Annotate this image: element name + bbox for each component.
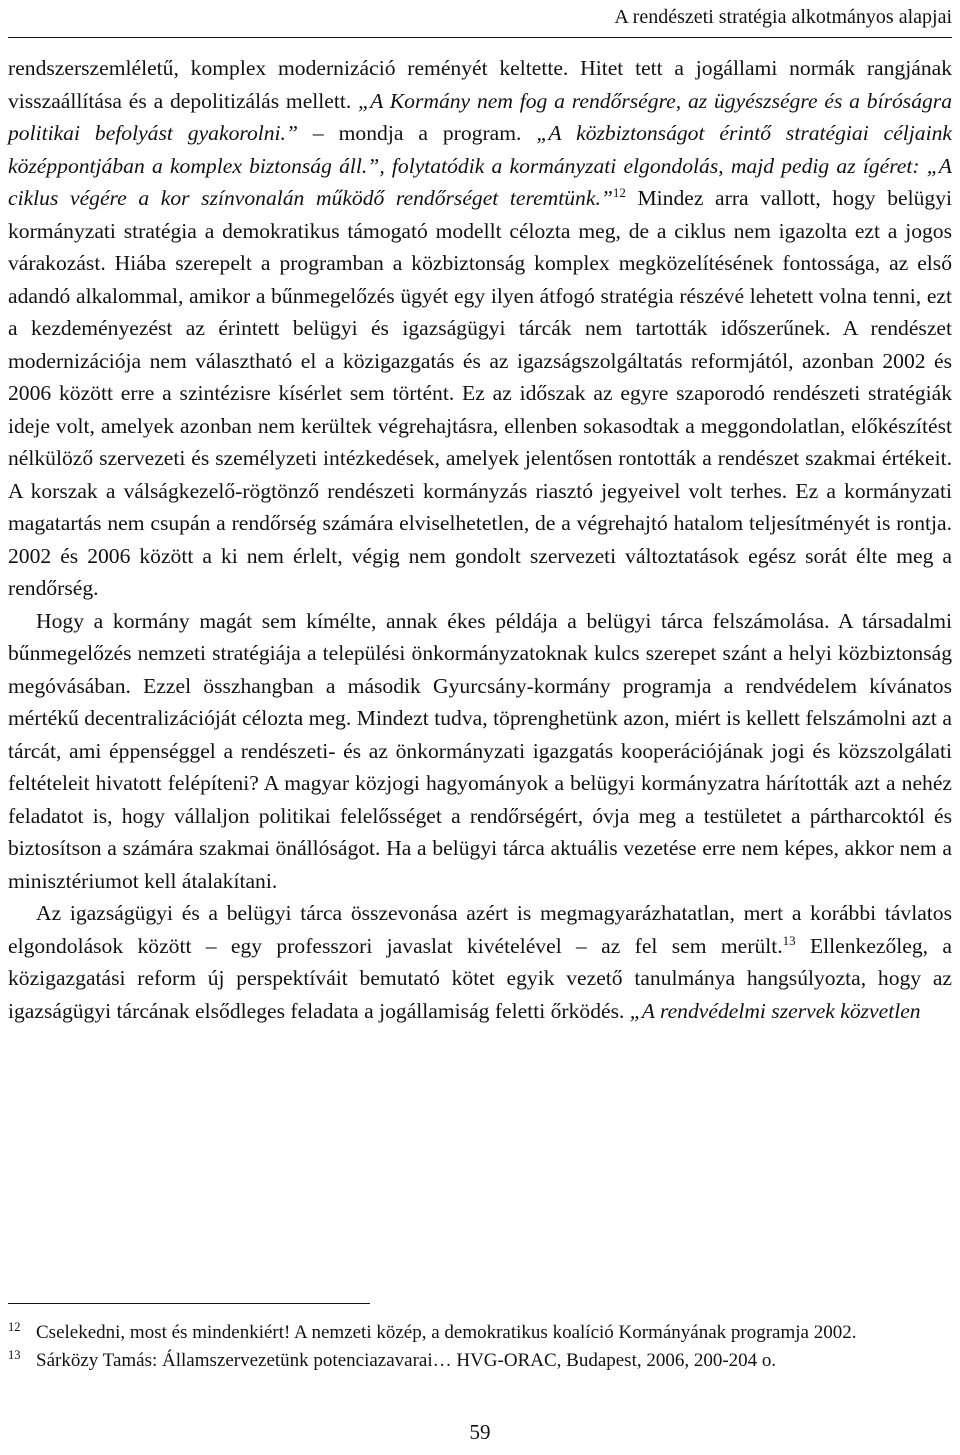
body-paragraph: [8, 605, 952, 898]
header-divider: [8, 37, 952, 38]
italic-quote: „A rendvédelmi szervek közvetlen: [629, 998, 921, 1023]
page-number: 59: [469, 1420, 491, 1444]
body-text: [8, 52, 952, 1027]
italic-quote: „A közbiztonságot érintő stratégiai céljaink középpontjában a komplex biztonság áll.”: [8, 121, 952, 178]
body-paragraph: [8, 897, 952, 1027]
running-header: A rendészeti stratégia alkotmányos alapjai: [614, 6, 952, 28]
body-paragraph: [8, 52, 952, 605]
footnote-reference: 12: [612, 185, 626, 200]
paragraph-text: Hogy a kormány magát sem kímélte, annak ékes példája a belügyi tárca felszámolása. A társadalmi bűnmegelőzés nemzeti stratégiája a települési önkormányzatoknak kulcs szerepet szánt a helyi közbiztonság megóvásában. Ezzel összhangban a második Gyurcsány-kormány programja a rendvédelem kívánatos mértékű decentralizációját célozta meg. Mindezt tudva, töprenghetünk azon, miért is kellett felszámolni azt a tárcát, ami éppenséggel a rendészeti- és az önkormányzati igazgatás kooperációjának jogi és közszolgálati feltételeit hivatott felépíteni? A magyar közjogi hagyományok a belügyi kormányzatra hárították azt a nehéz feladatot is, hogy vállaljon politikai felelősséget a rendőrségért, óvja meg a testületet a pártharcoktól és biztosítson a számára szakmai önállóságot. Ha a belügyi tárca aktuális vezetése erre nem képes, akkor nem a minisztériumot kell átalakítani.: [8, 608, 952, 893]
italic-quote: „A Kormány nem fog a rendőrségre, az ügyészségre és a bíróságra politikai befolyást gyakorolni.”: [8, 88, 952, 145]
footnote-divider: [8, 1303, 370, 1304]
paragraph-text: Az igazságügyi és a belügyi tárca összevonása azért is megmagyarázhatatlan, mert a korábbi távlatos elgondolások között – egy professzori javaslat kivételével – az fel sem merült.: [8, 901, 952, 958]
footnotes: [8, 1320, 952, 1376]
footnote-text: Cselekedni, most és mindenkiért! A nemzeti közép, a demokratikus koalíció Kormányának programja 2002.: [36, 1322, 857, 1343]
footnote-number: 13: [8, 1348, 21, 1362]
italic-quote: , folytatódik a kormányzati elgondolás, majd pedig az ígéret: „A ciklus végére a kor színvonalán működő rendőrséget teremtünk.”: [8, 153, 952, 210]
paragraph-text: Ellenkezőleg, a közigazgatási reform új perspektíváit bemutató kötet egyik vezető tanulmánya hangsúlyozta, hogy az igazságügyi tárcának elsődleges feladata a jogállamiság feletti őrködés.: [8, 933, 952, 1023]
footnote: [8, 1320, 952, 1345]
footnote-text: Sárközy Tamás: Államszervezetünk potenciazavarai… HVG-ORAC, Budapest, 2006, 200-204 o.: [36, 1350, 777, 1371]
footnote-number: 12: [8, 1320, 21, 1334]
paragraph-text: rendszerszemléletű, komplex modernizáció reményét keltette. Hitet tett a jogállami normák rangjának visszaállítása és a depolitizálás mellett.: [8, 56, 952, 113]
footnote: [8, 1348, 952, 1373]
footnote-reference: 13: [782, 932, 796, 948]
paragraph-text: – mondja a program.: [297, 121, 537, 145]
paragraph-text: Mindez arra vallott, hogy belügyi kormányzati stratégia a demokratikus támogató modellt célozta meg, de a ciklus nem igazolta ezt a jogos várakozást. Hiába szerepelt a programban a közbiztonság komplex megközelítésének fontossága, az első adandó alkalommal, amikor a bűnmegelőzés ügyét egy ilyen átfogó stratégia részévé lehetett volna tenni, ezt a kezdeményezést az érintett belügyi és igazságügyi tárcák nem tartották időszerűnek. A rendészet modernizációja nem választható el a közigazgatás és az igazságszolgáltatás reformjától, azonban 2002 és 2006 között erre a szintézisre kísérlet sem történt. Ez az időszak az egyre szaporodó rendészeti stratégiák ideje volt, amelyek azonban nem kerültek végrehajtásra, ellenben sokasodtak a meggondolatlan, előkészítést nélkülöző szervezeti és személyzeti intézkedések, amelyek jelentősen rontották a rendészet szakmai értékeit. A korszak a válságkezelő-rögtönző rendészeti kormányzás riasztó jegyeivel volt terhes. Ez a kormányzati magatartás nem csupán a rendőrség számára elviselhetetlen, de a végrehajtó hatalom teljesítményét is rontja. 2002 és 2006 között a ki nem érlelt, végig nem gondolt szervezeti változtatások egész sorát élte meg a rendőrség.: [8, 186, 952, 600]
